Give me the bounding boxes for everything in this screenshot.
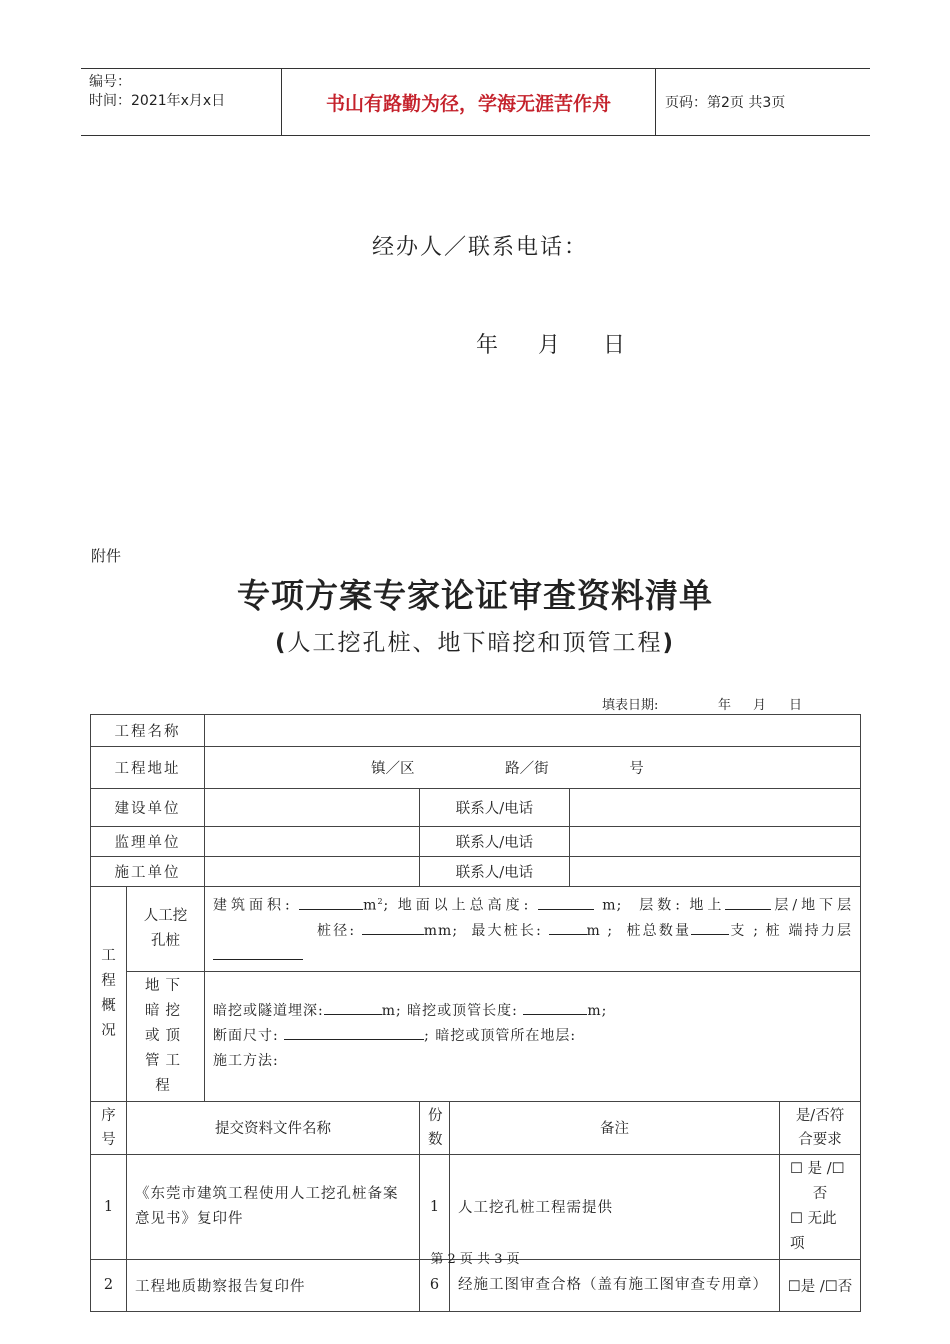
- tunnel-section-blank[interactable]: [284, 1025, 424, 1040]
- row-supervisor: [91, 827, 861, 857]
- pile-diameter-label: 桩径:: [317, 922, 356, 939]
- pile-count-unit: 支 ; 桩: [729, 922, 782, 939]
- col-header-doc: 提交资料文件名称: [127, 1101, 420, 1154]
- row-doc-name: 工程地质勘察报告复印件: [127, 1259, 420, 1311]
- sign-month: 月: [538, 333, 561, 358]
- row-pile-overview: [91, 887, 861, 972]
- builder-contact-value[interactable]: [570, 789, 861, 827]
- row-no: 2: [91, 1259, 127, 1311]
- project-address-value[interactable]: [205, 747, 861, 789]
- page-header: [81, 68, 870, 136]
- col-header-ok: 是/否符合要求: [780, 1101, 861, 1154]
- tunnel-line-1: [213, 999, 852, 1024]
- page-footer: 第 2 页 共 3 页: [430, 1252, 520, 1267]
- pile-floors-above-blank[interactable]: [725, 895, 771, 910]
- constructor-value[interactable]: [205, 857, 420, 887]
- pile-floors-end: 层: [837, 897, 853, 914]
- tunnel-layer-label: ; 暗挖或顶管所在地层:: [424, 1027, 577, 1044]
- tunnel-line-3: [213, 1049, 852, 1074]
- pile-bearing-blank[interactable]: [213, 945, 303, 960]
- tunnel-method-label: 施工方法:: [213, 1052, 279, 1069]
- row-note: 经施工图审查合格（盖有施工图审查专用章）: [450, 1259, 780, 1311]
- overview-label: 工程概况: [91, 887, 127, 1102]
- fill-date-year: 年: [718, 698, 732, 713]
- row-copies: 1: [420, 1154, 450, 1259]
- pile-height-unit: m;: [602, 897, 623, 914]
- row-copies: 6: [420, 1259, 450, 1311]
- header-motto: 书山有路勤为径，学海无涯苦作舟: [281, 69, 656, 135]
- tunnel-length-unit: m;: [587, 1002, 608, 1019]
- header-meta: [81, 69, 281, 135]
- pile-maxlen-label: 最大桩长:: [471, 922, 542, 939]
- tunnel-line-2: [213, 1024, 852, 1049]
- constructor-contact-value[interactable]: [570, 857, 861, 887]
- address-road: 路／街: [505, 761, 549, 777]
- row-ok-checkboxes[interactable]: [780, 1154, 861, 1259]
- pile-maxlen-unit: m ;: [586, 922, 614, 939]
- supervisor-contact-value[interactable]: [570, 827, 861, 857]
- row-project-name: [91, 715, 861, 747]
- row-doc-name: 《东莞市建筑工程使用人工挖孔桩备案意见书》复印件: [127, 1154, 420, 1259]
- row-project-address: [91, 747, 861, 789]
- tunnel-length-blank[interactable]: [523, 1000, 587, 1015]
- pile-diameter-unit: mm;: [423, 922, 459, 939]
- project-name-value[interactable]: [205, 715, 861, 747]
- row-ok-checkboxes[interactable]: ☐是 /☐否: [780, 1259, 861, 1311]
- document-subtitle: [0, 624, 950, 657]
- row-column-headers: [91, 1101, 861, 1154]
- tunnel-depth-unit: m;: [381, 1002, 402, 1019]
- pile-area-unit: m: [363, 897, 378, 914]
- time-label: 时间：2021年x月x日: [89, 93, 226, 109]
- sign-year: 年: [476, 333, 499, 358]
- tunnel-depth-label: 暗挖或隧道埋深:: [213, 1002, 324, 1019]
- number-label: 编号：: [89, 74, 131, 90]
- tunnel-details: [205, 971, 861, 1101]
- pile-area-blank[interactable]: [299, 895, 363, 910]
- fill-date-day: 日: [789, 698, 803, 713]
- col-header-no: 序号: [91, 1101, 127, 1154]
- pile-count-label: 桩总数量: [626, 922, 692, 939]
- pile-diameter-blank[interactable]: [362, 920, 424, 935]
- tunnel-length-label: 暗挖或顶管长度:: [407, 1002, 518, 1019]
- pile-count-blank[interactable]: [691, 920, 729, 935]
- row-ok-line-3[interactable]: ☐ 无此项: [790, 1210, 837, 1252]
- row-ok-line-1[interactable]: ☐ 是 /☐: [790, 1160, 845, 1177]
- fill-date-month: 月: [753, 698, 767, 713]
- fill-date-label: 填表日期:: [602, 698, 659, 713]
- col-header-copies: 份数: [420, 1101, 450, 1154]
- header-page-number: 页码：第2页 共3页: [665, 95, 786, 111]
- pile-area-label: 建筑面积:: [213, 897, 291, 914]
- pile-details: 建筑面积: $m^2$; 地面以上总高度: m; 层数: 地上 层/地下层 桩径: mm; 最大桩长: m ; 桩总数量 支 ; 桩 端持力层: [205, 887, 861, 972]
- row-builder: [91, 789, 861, 827]
- address-number: 号: [629, 761, 644, 777]
- row-constructor: [91, 857, 861, 887]
- builder-contact-label: 联系人/电话: [420, 789, 570, 827]
- builder-value[interactable]: [205, 789, 420, 827]
- project-address-label: 工程地址: [91, 747, 205, 789]
- project-name-label: 工程名称: [91, 715, 205, 747]
- pile-bearing-label: 端持力层: [788, 922, 853, 939]
- contact-label: 经办人／联系电话：: [372, 235, 589, 260]
- table-row: [91, 1154, 861, 1259]
- pile-floors-label: 层数: 地上: [639, 897, 726, 914]
- pile-maxlen-blank[interactable]: [549, 920, 587, 935]
- tunnel-depth-blank[interactable]: [324, 1000, 382, 1015]
- address-town: 镇／区: [371, 761, 415, 777]
- attachment-label: 附件: [91, 547, 122, 565]
- pile-height-blank[interactable]: [538, 895, 594, 910]
- pile-height-label: ; 地面以上总高度:: [383, 897, 530, 914]
- row-no: 1: [91, 1154, 127, 1259]
- col-header-note: 备注: [450, 1101, 780, 1154]
- document-title: 专项方案专家论证审查资料清单: [237, 576, 713, 615]
- subtitle-text: 人工挖孔桩、地下暗挖和顶管工程: [287, 630, 663, 656]
- subtitle-open-paren: (: [274, 630, 288, 656]
- supervisor-value[interactable]: [205, 827, 420, 857]
- tunnel-label: 地下暗挖或顶管工程: [127, 971, 205, 1101]
- supervisor-contact-label: 联系人/电话: [420, 827, 570, 857]
- row-tunnel-overview: [91, 971, 861, 1101]
- row-note: 人工挖孔桩工程需提供: [450, 1154, 780, 1259]
- pile-label: 人工挖孔桩: [127, 887, 205, 972]
- row-ok-line-2[interactable]: 否: [812, 1185, 828, 1202]
- sign-day: 日: [603, 333, 626, 358]
- pile-floors-mid: 层/地下: [771, 897, 838, 914]
- constructor-label: 施工单位: [91, 857, 205, 887]
- tunnel-section-label: 断面尺寸:: [213, 1027, 279, 1044]
- builder-label: 建设单位: [91, 789, 205, 827]
- review-checklist-table: [90, 714, 861, 1312]
- constructor-contact-label: 联系人/电话: [420, 857, 570, 887]
- subtitle-close-paren: ): [662, 630, 676, 656]
- supervisor-label: 监理单位: [91, 827, 205, 857]
